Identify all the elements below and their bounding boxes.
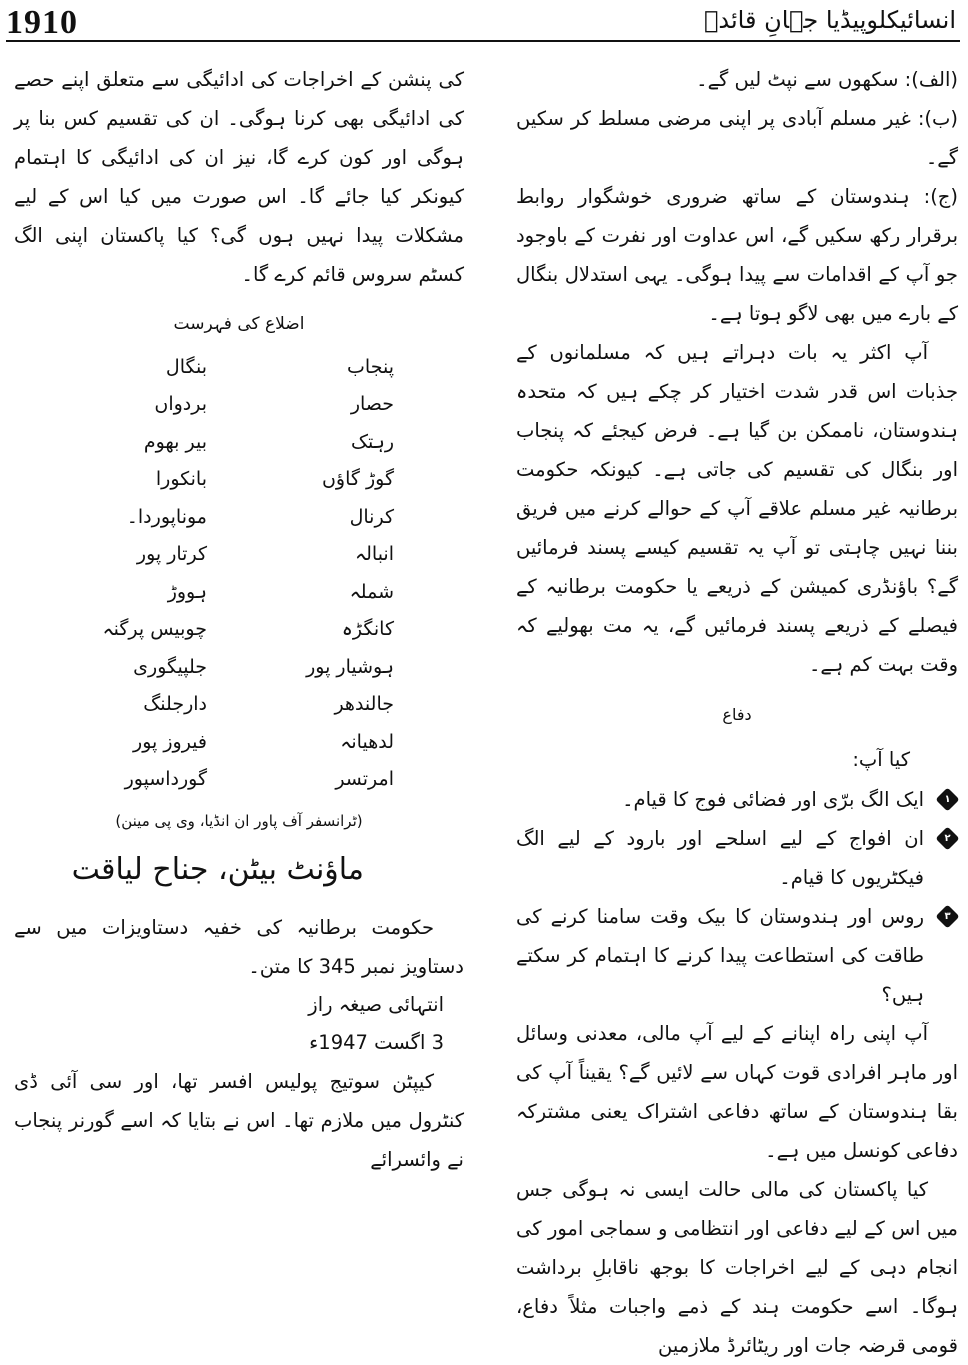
classification-line: انتہائی صیغہ راز: [308, 993, 444, 1016]
paragraph-pension: کی پنشن کے اخراجات کی ادائیگی سے متعلق اپنے حصے کی ادائیگی بھی کرنا ہوگی۔ ان کی تقسیم کس بنا پر ہوگی اور کون کرے گا، نیز ان کی ادائیگی کا اہتمام کیونکر کیا جائے گا۔ اس صورت میں کیا اس کے لیے مشکلات پیدا نہیں ہوں گی؟ کیا پاکستان اپنی الگ کسٹم سروس قائم کرے گا۔: [14, 68, 464, 286]
bengal-district-cell: بردواں: [154, 393, 207, 416]
bengal-district-cell: چوبیس پرگنہ: [102, 618, 207, 641]
punjab-district-cell: ہوشیار پور: [306, 655, 394, 678]
paragraph-be: (ب): غیر مسلم آبادی پر اپنی مرضی مسلط کر سکیں گے۔: [516, 107, 958, 169]
bengal-district-cell: دارجلنگ: [143, 693, 207, 716]
paragraph-resources: آپ اپنی راہ اپنانے کے لیے آپ مالی، معدنی وسائل اور ماہر افرادی قوت کہاں سے لائیں گے؟ یقیناً آپ کی بقا ہندوستان کے ساتھ دفاعی اشتراک یعنی مشترکہ دفاعی کونسل میں ہے۔: [516, 1022, 958, 1162]
left-column: [14, 60, 464, 1179]
paragraph-finances: کیا پاکستان کی مالی حالت ایسی نہ ہوگی جس میں اس کے لیے دفاعی اور انتظامی و سماجی امور کی انجام دہی کے لیے اخراجات کا بوجھ ناقابلِ برداشت ہوگا۔ اسے حکومت ہند کے ذمے واجبات مثلاً دفاع، قومی قرضہ جات اور ریٹائرڈ ملازمین: [516, 1178, 958, 1357]
numbered-bullet-icon: ۱: [935, 787, 959, 811]
article-heading: ماؤنٹ بیٹن، جناح لیاقت: [71, 852, 364, 887]
section-heading-defence: دفاع: [722, 705, 752, 724]
numbered-bullet-icon: ۲: [935, 826, 959, 850]
table-row: [14, 423, 464, 461]
bengal-district-cell: کرتار پور: [136, 543, 207, 566]
table-row: [14, 461, 464, 499]
punjab-district-cell: جالندھر: [334, 693, 394, 716]
punjab-district-cell: کانگڑہ: [341, 618, 394, 641]
bengal-district-cell: موناپوردا۔: [126, 505, 207, 528]
bengal-district-cell: بیر بھوم: [143, 430, 207, 453]
table-row: [14, 386, 464, 424]
punjab-district-cell: رہتک: [350, 430, 394, 453]
paragraph-alif: (الف): سکھوں سے نپٹ لیں گے۔: [696, 68, 958, 91]
list-item: ۳ روس اور ہندوستان کا بیک وقت سامنا کرنے کی طاقت کی استطاعت پیدا کرنے کا اہتمام کر سکتے ہیں؟: [516, 897, 958, 1014]
page-number: 1910: [6, 4, 78, 41]
table-row: [14, 536, 464, 574]
paragraph-partition: آپ اکثر یہ بات دہراتے ہیں کہ مسلمانوں کے جذبات اس قدر شدت اختیار کر چکے ہیں کہ متحدہ ہندوستان، ناممکن بن گیا ہے۔ فرض کیجئے کہ پنجاب اور بنگال کی تقسیم کی جاتی ہے۔ کیونکہ حکومت برطانیہ غیر مسلم علاقے آپ کے حوالے کرنے میں فریق بننا نہیں چاہتی تو آپ یہ تقسیم کیسے پسند فرمائیں گے؟ باؤنڈری کمیشن کے ذریعے یا حکومت برطانیہ کے فیصلے کے ذریعے پسند فرمائیں گے، یہ مت بھولیے کہ وقت بہت کم ہے۔: [516, 341, 958, 676]
punjab-district-cell: گوڑ گاؤں: [321, 468, 394, 491]
numbered-bullet-icon: ۳: [935, 904, 959, 928]
punjab-district-cell: پنجاب: [347, 355, 394, 378]
bengal-district-cell: ہووڑ: [167, 580, 207, 603]
list-item: ۱ ایک الگ برّی اور فضائی فوج کا قیام۔: [516, 780, 958, 819]
table-row: [14, 573, 464, 611]
bengal-district-cell: بنگال: [165, 355, 207, 378]
district-table: [14, 348, 464, 798]
right-column: [516, 60, 958, 1365]
table-row: [14, 761, 464, 799]
paragraph-jeem: (ج): ہندوستان کے ساتھ ضروری خوشگوار روابط برقرار رکھ سکیں گے، اس عداوت اور نفرت کے باوجود جو آپ کے اقدامات سے پیدا ہوگی۔ یہی استدلال بنگال کے بارے میں بھی لاگو ہوتا ہے۔: [516, 185, 958, 325]
punjab-district-cell: انبالہ: [354, 543, 394, 566]
table-row: [14, 686, 464, 724]
bengal-district-cell: فیروز پور: [133, 730, 207, 753]
list-intro: کیا آپ:: [852, 748, 910, 771]
bengal-district-cell: جلپیگوری: [133, 655, 207, 678]
district-table-title: اضلاع کی فہرست: [173, 314, 305, 334]
table-row: [14, 648, 464, 686]
paragraph-document: حکومت برطانیہ کی خفیہ دستاویزات میں سے دستاویز نمبر 345 کا متن۔: [14, 916, 464, 978]
table-row: [14, 723, 464, 761]
table-row: [14, 348, 464, 386]
punjab-district-cell: لدھیانہ: [340, 730, 394, 753]
list-item: ۲ ان افواج کے لیے اسلحے اور بارود کے لیے الگ فیکٹریوں کا قیام۔: [516, 819, 958, 897]
punjab-district-cell: امرتسر: [335, 768, 394, 791]
header-rule: [6, 40, 960, 42]
bengal-district-cell: بانکورا: [155, 468, 207, 491]
punjab-district-cell: حصار: [350, 393, 394, 416]
running-title: انسائیکلوپیڈیا جہانِ قائدؒ: [704, 6, 956, 34]
punjab-district-cell: کرنال: [349, 505, 394, 528]
date-line: 3 اگست 1947ء: [309, 1031, 444, 1054]
table-row: [14, 611, 464, 649]
paragraph-captain: کیپٹن سوتیج پولیس افسر تھا، اور سی آئی ڈی کنٹرول میں ملازم تھا۔ اس نے بتایا کہ اسے گورنر پنجاب نے وائسرائے: [14, 1070, 464, 1171]
table-row: [14, 498, 464, 536]
source-citation: (ٹرانسفر آف پاور ان انڈیا، وی پی مینن): [115, 812, 363, 830]
punjab-district-cell: شملہ: [349, 580, 394, 603]
bengal-district-cell: گورداسپور: [124, 768, 207, 791]
